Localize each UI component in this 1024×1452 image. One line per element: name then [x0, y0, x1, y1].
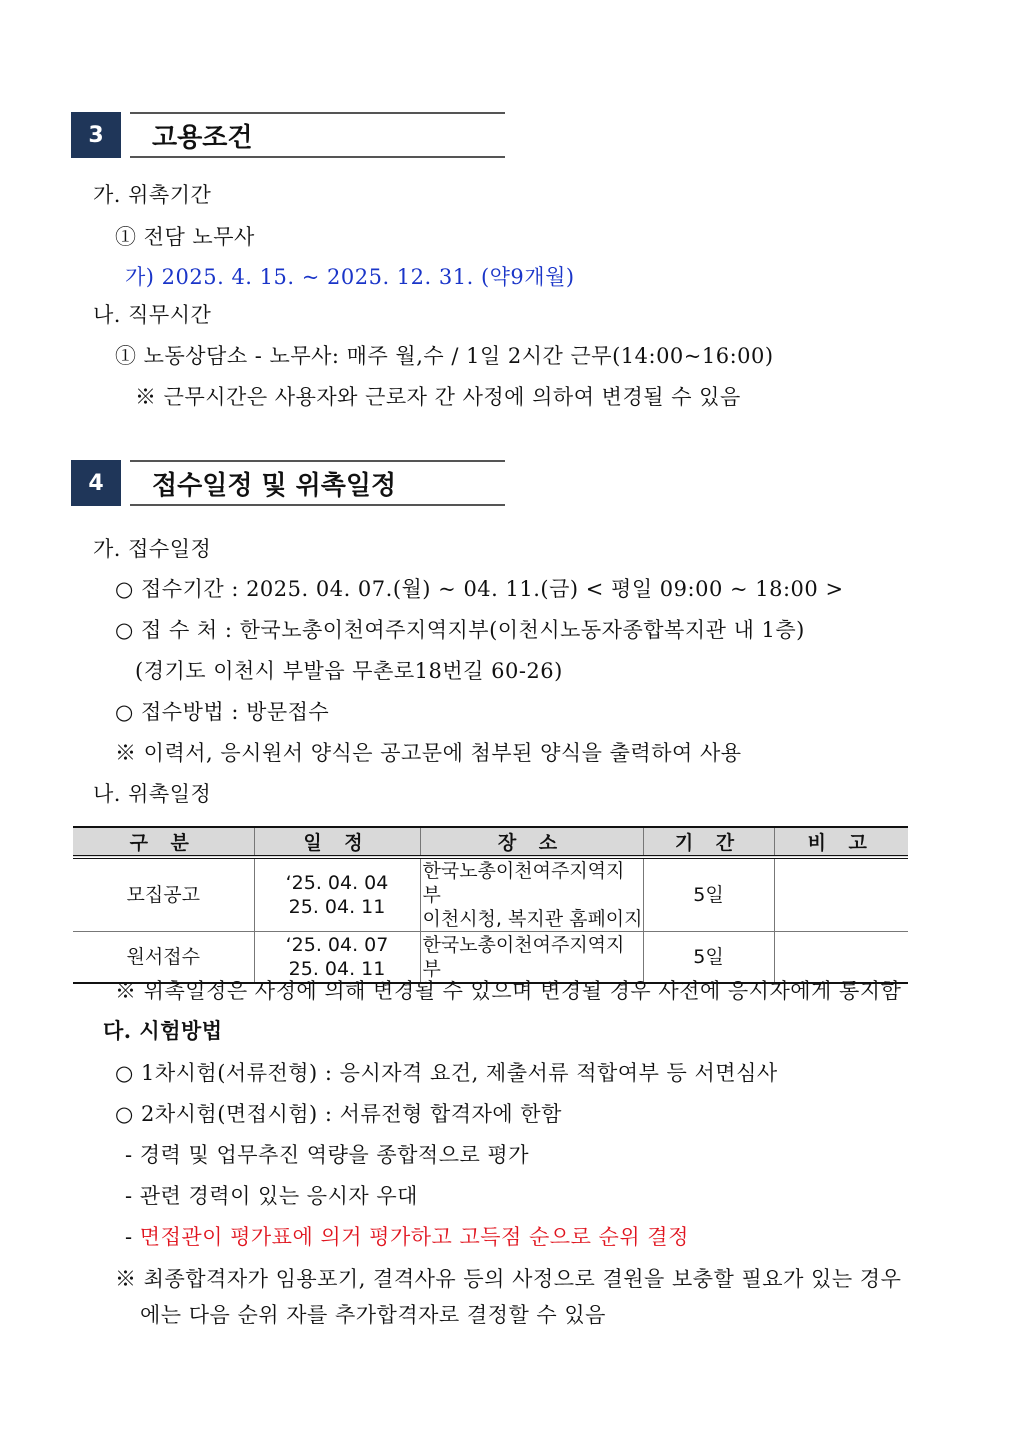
cell-period: 5일 — [643, 932, 774, 984]
cell-note — [774, 857, 908, 932]
cell-date-end: 25. 04. 11 — [288, 896, 386, 918]
dash3-text: 면접관이 평가표에 의거 평가하고 고득점 순으로 순위 결정 — [139, 1225, 689, 1249]
header-place: 장 소 — [420, 827, 643, 857]
section3-title: 고용조건 — [130, 112, 505, 158]
section4-a-note: ※ 이력서, 응시원서 양식은 공고문에 첨부된 양식을 출력하여 사용 — [115, 741, 742, 765]
cell-place-line2: 이천시청, 복지관 홈페이지 — [422, 908, 643, 930]
cell-schedule — [254, 932, 420, 984]
section4-c-dash1: - 경력 및 업무추진 역량을 종합적으로 평가 — [125, 1143, 530, 1167]
cell-category: 모집공고 — [73, 857, 254, 932]
header-period: 기 간 — [643, 827, 774, 857]
schedule-table — [73, 826, 908, 984]
section4-a-item2: ○ 접 수 처 : 한국노총이천여주지역지부(이천시노동자종합복지관 내 1층) — [115, 618, 805, 642]
cell-date-start: ‘25. 04. 07 — [285, 934, 389, 956]
cell-category: 원서접수 — [73, 932, 254, 984]
header-note: 비 고 — [774, 827, 908, 857]
dash3-prefix: - — [125, 1225, 140, 1249]
section4-b-note: ※ 위촉일정은 사정에 의해 변경될 수 있으며 변경될 경우 사전에 응시자에게 통지함 — [115, 979, 902, 1003]
table-row — [73, 932, 908, 984]
section3-b-item1: ① 노동상담소 - 노무사: 매주 월,수 / 1일 2시간 근무(14:00~16:00) — [115, 344, 774, 368]
section3-b-heading: 나. 직무시간 — [93, 303, 212, 327]
cell-place-line1: 한국노총이천여주지역지부 — [422, 860, 625, 906]
section3-a-heading: 가. 위촉기간 — [93, 183, 212, 207]
table-header-row — [73, 827, 908, 857]
cell-date-start: ‘25. 04. 04 — [285, 872, 389, 894]
section4-c-note-line1: ※ 최종합격자가 임용포기, 결격사유 등의 사정으로 결원을 보충할 필요가 있는 경우 — [115, 1267, 902, 1291]
header-schedule: 일 정 — [254, 827, 420, 857]
cell-period: 5일 — [643, 857, 774, 932]
section3-a-item1-sub: 가) 2025. 4. 15. ~ 2025. 12. 31. (약9개월) — [125, 265, 575, 289]
section4-title: 접수일정 및 위촉일정 — [130, 460, 505, 506]
section3-number: 3 — [71, 112, 121, 158]
section4-c-heading: 다. 시험방법 — [103, 1018, 223, 1043]
cell-note — [774, 932, 908, 984]
section4-a-item3: ○ 접수방법 : 방문접수 — [115, 700, 330, 724]
section3-a-item1: ① 전담 노무사 — [115, 225, 255, 249]
cell-place — [420, 857, 643, 932]
section4-c-note-line2: 에는 다음 순위 자를 추가합격자로 결정할 수 있음 — [140, 1303, 606, 1327]
section4-c-item1: ○ 1차시험(서류전형) : 응시자격 요건, 제출서류 적합여부 등 서면심사 — [115, 1061, 778, 1085]
section4-c-item2: ○ 2차시험(면접시험) : 서류전형 합격자에 한함 — [115, 1102, 562, 1126]
section4-c-dash2: - 관련 경력이 있는 응시자 우대 — [125, 1184, 418, 1208]
section3-b-note: ※ 근무시간은 사용자와 근로자 간 사정에 의하여 변경될 수 있음 — [135, 385, 741, 409]
section4-number: 4 — [71, 460, 121, 506]
section4-a-item1: ○ 접수기간 : 2025. 04. 07.(월) ~ 04. 11.(금) < 평일 09:00 ~ 18:00 > — [115, 577, 844, 601]
cell-place: 한국노총이천여주지역지부 — [420, 932, 643, 984]
cell-schedule — [254, 857, 420, 932]
table-row — [73, 857, 908, 932]
section4-b-heading: 나. 위촉일정 — [93, 782, 212, 806]
section4-a-heading: 가. 접수일정 — [93, 537, 212, 561]
header-category: 구 분 — [73, 827, 254, 857]
section4-a-item2-address: (경기도 이천시 부발읍 무촌로18번길 60-26) — [135, 659, 563, 683]
cell-date-end: 25. 04. 11 — [288, 958, 386, 980]
section4-c-dash3 — [125, 1224, 689, 1250]
